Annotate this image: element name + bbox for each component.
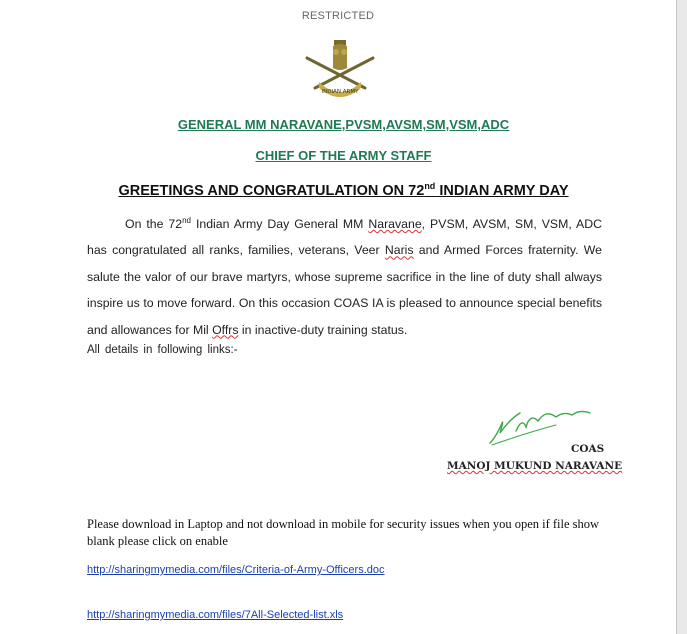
indian-army-emblem-icon (303, 38, 377, 102)
general-name-heading: GENERAL MM NARAVANE,PVSM,AVSM,SM,VSM,ADC (177, 117, 510, 132)
vertical-scrollbar[interactable] (676, 0, 687, 634)
signature-title: COAS (571, 443, 605, 455)
details-line: All details in following links:- (87, 344, 238, 356)
greeting-heading: GREETINGS AND CONGRATULATION ON 72nd INDIAN ARMY DAY (118, 181, 569, 199)
spellcheck-offrs: Offrs (212, 322, 239, 337)
spellcheck-naris: Naris (384, 243, 414, 258)
spellcheck-naravane: Naravane (368, 217, 422, 231)
designation-heading: CHIEF OF THE ARMY STAFF (255, 148, 432, 163)
classification-label: RESTRICTED (301, 10, 375, 22)
criteria-doc-link[interactable]: http://sharingmymedia.com/files/Criteria-of-Army-Officers.doc (87, 564, 385, 576)
download-note: Please download in Laptop and not download in mobile for security issues when you open if file show blank please click on enable (87, 517, 600, 548)
selected-list-link[interactable]: http://sharingmymedia.com/files/7All-Selected-list.xls (87, 609, 344, 621)
body-paragraph: On the 72nd Indian Army Day General MM Naravane, PVSM, AVSM, SM, VSM, ADC has congratulated all ranks, families, veterans, Veer Naris and Armed Forces fraternity. We salute the valor of our brave martyrs, whose supreme sacrifice in the line of duty shall always inspire us to move forward. On this occasion COAS IA is pleased to announce special benefits and allowances for Mil Offrs in inactive-duty training status. (87, 215, 603, 337)
emblem-label: INDIAN ARMY (321, 89, 359, 95)
signature-name: MANOJ MUKUND NARAVANE (447, 460, 623, 472)
